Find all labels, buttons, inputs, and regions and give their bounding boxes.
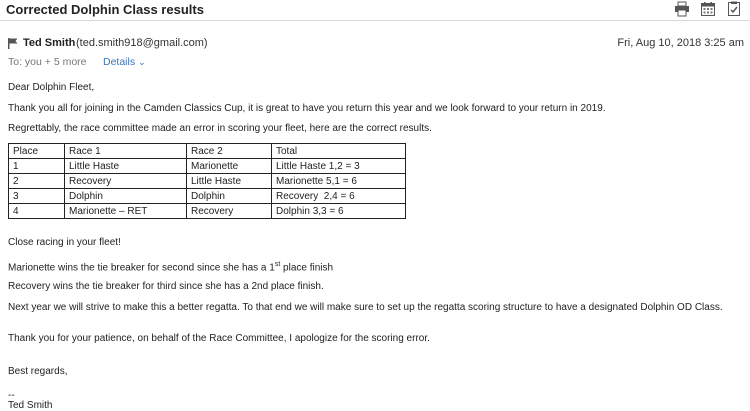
table-header-cell: Place bbox=[9, 144, 65, 159]
calendar-icon[interactable] bbox=[700, 1, 716, 17]
table-header-cell: Race 2 bbox=[187, 144, 272, 159]
table-cell: Dolphin 3,3 = 6 bbox=[272, 204, 406, 219]
table-cell: Little Haste 1,2 = 3 bbox=[272, 159, 406, 174]
recipients-summary: To: you + 5 more bbox=[8, 56, 87, 68]
table-cell: Dolphin bbox=[187, 189, 272, 204]
marionette-text-post: place finish bbox=[280, 262, 334, 274]
table-cell: Dolphin bbox=[65, 189, 187, 204]
email-date: Fri, Aug 10, 2018 3:25 am bbox=[617, 37, 744, 49]
flag-icon bbox=[8, 38, 18, 49]
details-label[interactable]: Details bbox=[103, 56, 136, 68]
sender-name: Ted Smith bbox=[23, 37, 76, 49]
table-cell: Little Haste bbox=[187, 174, 272, 189]
marionette-text-pre: Marionette wins the tie breaker for second since she has a 1 bbox=[8, 262, 275, 274]
marionette-tiebreak-text bbox=[8, 261, 333, 273]
table-cell: Marionette 5,1 = 6 bbox=[272, 174, 406, 189]
body-paragraph-1: Thank you all for joining in the Camden Classics Cup, it is great to have you return this year and we look forward to your return in 2019. bbox=[8, 103, 606, 114]
signature-name: Ted Smith bbox=[8, 400, 53, 411]
chevron-down-icon[interactable]: ⌄ bbox=[138, 57, 146, 67]
table-row bbox=[9, 159, 406, 174]
subject-bar bbox=[0, 0, 750, 21]
body-paragraph-2: Regrettably, the race committee made an error in scoring your fleet, here are the correct results. bbox=[8, 123, 432, 134]
table-cell: 4 bbox=[9, 204, 65, 219]
print-icon[interactable] bbox=[674, 1, 690, 17]
table-row bbox=[9, 189, 406, 204]
table-row bbox=[9, 204, 406, 219]
table-cell: Recovery 2,4 = 6 bbox=[272, 189, 406, 204]
recipients-row bbox=[0, 55, 750, 71]
table-header-row bbox=[9, 144, 406, 159]
table-cell: Recovery bbox=[187, 204, 272, 219]
table-cell: Marionette – RET bbox=[65, 204, 187, 219]
close-racing-text: Close racing in your fleet! bbox=[8, 237, 121, 248]
table-cell: 3 bbox=[9, 189, 65, 204]
table-cell: Recovery bbox=[65, 174, 187, 189]
greeting: Dear Dolphin Fleet, bbox=[8, 82, 95, 93]
recovery-tiebreak-text: Recovery wins the tie breaker for third since she has a 2nd place finish. bbox=[8, 281, 324, 292]
regards-text: Best regards, bbox=[8, 366, 68, 377]
table-cell: 1 bbox=[9, 159, 65, 174]
ordinal-superscript: st bbox=[274, 261, 281, 268]
table-cell: 2 bbox=[9, 174, 65, 189]
table-header-cell: Race 1 bbox=[65, 144, 187, 159]
table-header-cell: Total bbox=[272, 144, 406, 159]
table-row bbox=[9, 174, 406, 189]
signature-dash: -- bbox=[8, 390, 15, 401]
details-link[interactable] bbox=[103, 56, 146, 68]
thanks-text: Thank you for your patience, on behalf of the Race Committee, I apologize for the scoring error. bbox=[8, 333, 430, 344]
results-table bbox=[8, 143, 406, 219]
checklist-icon[interactable] bbox=[726, 1, 742, 17]
next-year-text: Next year we will strive to make this a better regatta. To that end we will make sure to set up the regatta scoring structure to have a designated Dolphin OD Class. bbox=[8, 302, 723, 313]
table-cell: Little Haste bbox=[65, 159, 187, 174]
table-cell: Marionette bbox=[187, 159, 272, 174]
email-subject: Corrected Dolphin Class results bbox=[6, 2, 204, 17]
sender-row bbox=[0, 33, 750, 51]
sender-email: (ted.smith918@gmail.com) bbox=[76, 37, 208, 49]
